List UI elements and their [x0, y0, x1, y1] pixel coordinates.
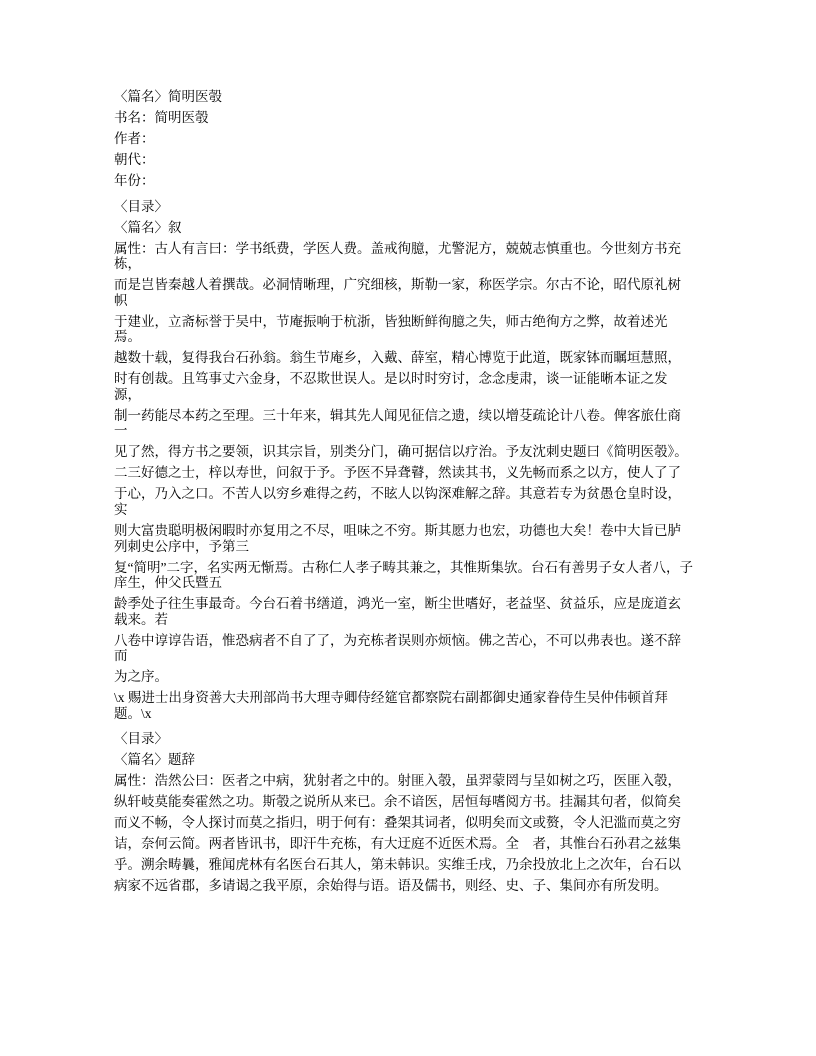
- title-line: 年份：: [114, 172, 155, 188]
- text-line: 属性：古人有言曰：学书纸费，学医人费。盖戒徇臆，尤警泥方，兢兢志慎重也。今世刻方书充栋，: [114, 240, 681, 272]
- toc-label: 〈目录〉: [114, 198, 168, 214]
- title-line: 作者：: [114, 130, 155, 146]
- text-line: 复“简明”二字，名实两无惭焉。古称仁人孝子畴其兼之，其惟斯集欤。台石有善男子女人者八，子庠生，仲父氏暨五: [114, 559, 693, 591]
- text-line: 为之序。: [114, 669, 168, 685]
- text-line: 而是岂皆秦越人着撰哉。必洞情晰理，广究细核，斯勒一家，称医学宗。尔古不论，昭代原礼树帜: [114, 277, 681, 308]
- section-heading: 〈篇名〉题辞: [114, 752, 195, 768]
- text-line: 纵轩岐莫能奏霍然之功。斯彀之说所从来已。余不谙医，居恒每嗜阅方书。挂漏其句者，似简矣: [114, 794, 681, 810]
- text-line: 制一药能尽本药之至理。三十年来，辑其先人闻见征信之遗，续以增芟疏论计八卷。俾客旅仕商一: [114, 407, 681, 439]
- text-line: 于心，乃入之口。不苦人以穷乡难得之药，不眩人以钩深难解之辞。其意若专为贫愚仓皇时设，实: [114, 486, 681, 517]
- text-line: 越数十载，复得我台石孙翁。翁生节庵乡，入戴、薛室，精心博览于此道，既家钵而瞩垣慧照，: [114, 350, 681, 366]
- text-line: 病家不远省郡，多请谒之我平原，余始得与语。语及儒书，则经、史、子、集间亦有所发明。: [114, 878, 668, 894]
- text-line: 八卷中谆谆告语，惟恐病者不自了了，为充栋者误则亦烦恼。佛之苦心，不可以弗表也。遂不辞而: [114, 632, 681, 664]
- text-line: 二三好德之士，梓以寿世，问叙于予。予医不异聋瞽，然读其书，义先畅而系之以方，使人了了: [114, 465, 681, 481]
- text-line: 诘，奈何云简。两者皆讯书，即汗牛充栋，有大迂庭不近医术焉。全 者，其惟台石孙君之兹集: [114, 836, 681, 852]
- text-line: 于建业，立斋标誉于吴中，节庵振响于杭浙，皆独断鲜徇臆之失，师古绝徇方之弊，故着述光焉。: [114, 313, 668, 345]
- toc-label: 〈目录〉: [114, 731, 168, 747]
- document-body: [114, 199, 694, 894]
- text-line: 属性：浩然公曰：医者之中病，犹射者之中的。射匪入彀，虽羿蒙罔与呈如树之巧，医匪入彀，: [114, 773, 681, 789]
- section-0: [114, 199, 694, 722]
- text-line: \x 赐进士出身资善大夫刑部尚书大理寺卿侍经筵官都察院右副都御史通家眷侍生吴仲伟顿首拜题。\x: [114, 690, 668, 721]
- title-line: 朝代：: [114, 151, 155, 167]
- title-block: [114, 89, 694, 189]
- section-1: [114, 731, 694, 893]
- text-line: 则大富贵聪明极闲暇时亦复用之不尽，咀味之不穷。斯其愿力也宏，功德也大矣！卷中大旨已胪列刺史公序中，予第三: [114, 522, 681, 554]
- title-line: 书名：简明医彀: [114, 109, 209, 125]
- section-heading: 〈篇名〉叙: [114, 219, 182, 235]
- text-line: 龄季处子往生事最奇。今台石着书缮道，鸿光一室，断尘世嗜好，老益坚、贫益乐，应是庞道玄载来。若: [114, 596, 681, 627]
- title-line: 〈篇名〉简明医彀: [114, 89, 222, 104]
- text-line: 乎。溯余畴曩，雅闻虎林有名医台石其人，第未韩识。实维壬戌，乃余投放北上之次年，台石以: [114, 857, 681, 873]
- text-content: [114, 89, 694, 899]
- text-line: 见了然，得方书之要领，识其宗旨，别类分门，确可据信以疗治。予友沈刺史题曰《简明医彀》。: [114, 444, 688, 460]
- text-line: 时有创裁。且笃事丈六金身，不忍欺世误人。是以时时穷讨，念念虔肃，谈一证能晰本证之发源，: [114, 371, 668, 402]
- text-line: 而义不畅，令人探讨而莫之指归，明于何有：叠架其词者，似明矣而文或赘，令人汜滥而莫之穷: [114, 815, 681, 831]
